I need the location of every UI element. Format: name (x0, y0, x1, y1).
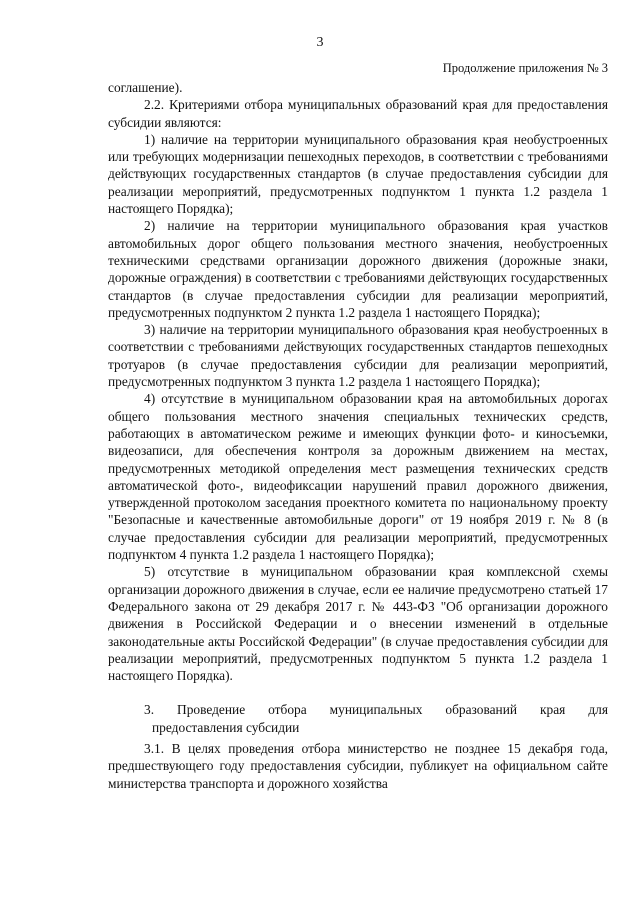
paragraph-3-1: 3.1. В целях проведения отбора министерство не позднее 15 декабря года, предшествующего году предоставления субсидии, публикует на официальном сайте министерства транспорта и дорожного хозяйства (108, 740, 608, 791)
page-number: 3 (316, 35, 324, 50)
continuation-text: соглашение). (108, 80, 183, 95)
criterion-item-1: 1) наличие на территории муниципального образования края необустроенных или требующих модернизации пешеходных переходов, в соответствии с требованиями действующих государственных стандартов (в случае предоставления субсидии для реализации мероприятий, предусмотренных подпунктом 1 пункта 1.2 раздела 1 настоящего Порядка); (108, 131, 608, 217)
section-3-heading (108, 701, 608, 736)
section-3-heading-line2: предоставления субсидии (152, 719, 300, 735)
paragraph-2-2: 2.2. Критериями отбора муниципальных образований края для предоставления субсидии являются: (108, 97, 608, 130)
document-body (108, 79, 608, 792)
criterion-item-5: 5) отсутствие в муниципальном образовании края комплексной схемы организации дорожного движения в случае, если ее наличие предусмотрено статьей 17 Федерального закона от 29 декабря 2017 г. № 443-ФЗ "Об организации дорожного движения в Российской Федерации и о внесении изменений в отдельные законодательные акты Российской Федерации" (в случае предоставления субсидии для реализации мероприятий, предусмотренных подпунктом 5 пункта 1.2 раздела 1 настоящего Порядка). (108, 564, 608, 684)
criterion-item-4: 4) отсутствие в муниципальном образовании края на автомобильных дорогах общего пользования местного значения специальных технических средств, работающих в автоматическом режиме и имеющих функции фото- и киносъемки, видеозаписи, для обеспечения контроля за дорожным движением на местах, предусмотренных методикой определения мест размещения технических средств автоматической фото-, видеофиксации нарушений правил дорожного движения, утвержденной протоколом заседания проектного комитета по национальному проекту "Безопасные и качественные автомобильные дороги" от 19 ноября 2019 г. № 8 (в случае предоставления субсидии для реализации мероприятий, предусмотренных подпунктом 4 пункта 1.2 раздела 1 настоящего Порядка); (108, 391, 608, 563)
criterion-item-3: 3) наличие на территории муниципального образования края необустроенных в соответствии с требованиями действующих государственных стандартов пешеходных тротуаров (в случае предоставления субсидии для реализации мероприятий, предусмотренных подпунктом 3 пункта 1.2 раздела 1 настоящего Порядка); (108, 322, 608, 390)
appendix-continuation-note: Продолжение приложения № 3 (442, 61, 608, 75)
section-3-heading-line1: 3. Проведение отбора муниципальных образований края для (144, 702, 608, 718)
criterion-item-2: 2) наличие на территории муниципального образования края участков автомобильных дорог общего пользования местного значения, необустроенных техническими средствами организации дорожного движения (дорожные знаки, дорожные ограждения) в соответствии с требованиями действующих государственных стандартов (в случае предоставления субсидии для реализации мероприятий, предусмотренных подпунктом 2 пункта 1.2 раздела 1 настоящего Порядка); (108, 218, 608, 320)
